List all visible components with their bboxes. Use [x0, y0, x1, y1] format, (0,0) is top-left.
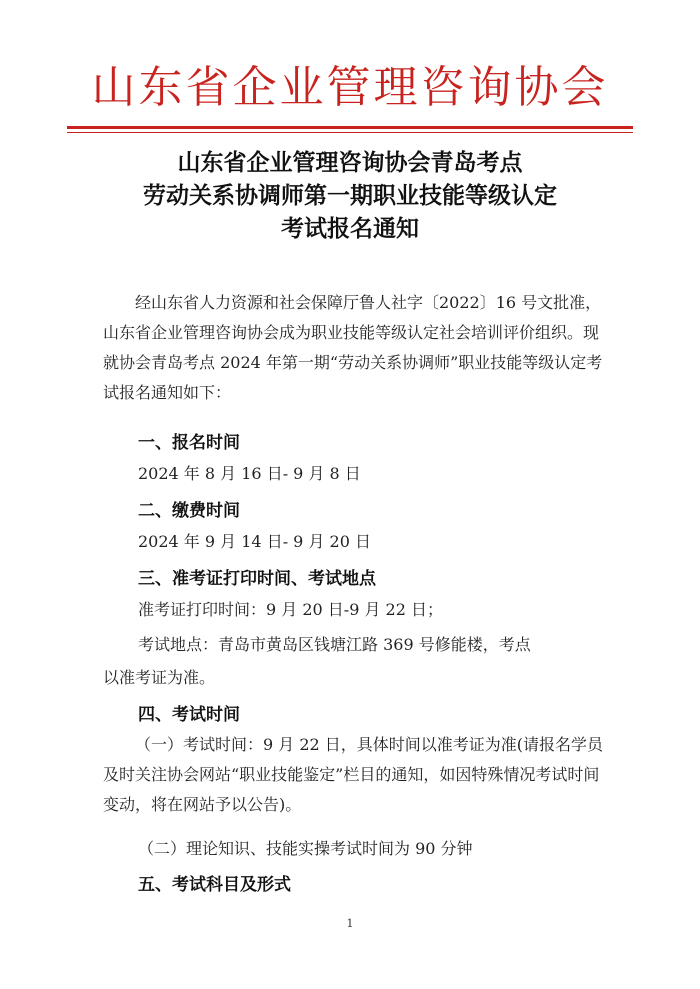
- exam-time-item-1: （一）考试时间：9 月 22 日，具体时间以准考证为准(请报名学员及时关注协会网站“职业技能鉴定”栏目的通知，如因特殊情况考试时间变动，将在网站予以公告)。: [103, 735, 604, 814]
- organization-letterhead: 山东省企业管理咨询协会: [91, 62, 609, 113]
- section-2-heading: 二、缴费时间: [138, 501, 240, 521]
- payment-period: 2024 年 9 月 14 日- 9 月 20 日: [138, 532, 371, 551]
- exam-location-line-2: 以准考证为准。: [103, 668, 216, 687]
- document-title: [0, 147, 700, 246]
- title-line-3: 考试报名通知: [281, 216, 419, 242]
- section-3-heading: 三、准考证打印时间、考试地点: [138, 569, 376, 589]
- title-line-1: 山东省企业管理咨询协会青岛考点: [177, 150, 523, 176]
- intro-paragraph: 经山东省人力资源和社会保障厅鲁人社字〔2022〕16 号文批准，山东省企业管理咨询协会成为职业技能等级认定社会培训评价组织。现就协会青岛考点 2024 年第一期“劳动关系协调师”职业技能等级认定考试报名通知如下：: [103, 293, 603, 402]
- section-1-heading: 一、报名时间: [138, 433, 240, 453]
- section-4-heading: 四、考试时间: [138, 705, 240, 725]
- admission-ticket-print-time: 准考证打印时间：9 月 20 日-9 月 22 日；: [138, 600, 444, 619]
- registration-period: 2024 年 8 月 16 日- 9 月 8 日: [138, 464, 361, 483]
- section-5-heading: 五、考试科目及形式: [138, 875, 291, 895]
- letterhead-rule-thick: [67, 126, 633, 129]
- exam-time-item-2: （二）理论知识、技能实操考试时间为 90 分钟: [138, 839, 473, 858]
- title-line-2: 劳动关系协调师第一期职业技能等级认定: [143, 183, 557, 209]
- letterhead-rule-thin: [67, 132, 633, 133]
- exam-location-line-1: 考试地点：青岛市黄岛区钱塘江路 369 号修能楼，考点: [138, 635, 531, 654]
- page-number: 1: [346, 917, 354, 930]
